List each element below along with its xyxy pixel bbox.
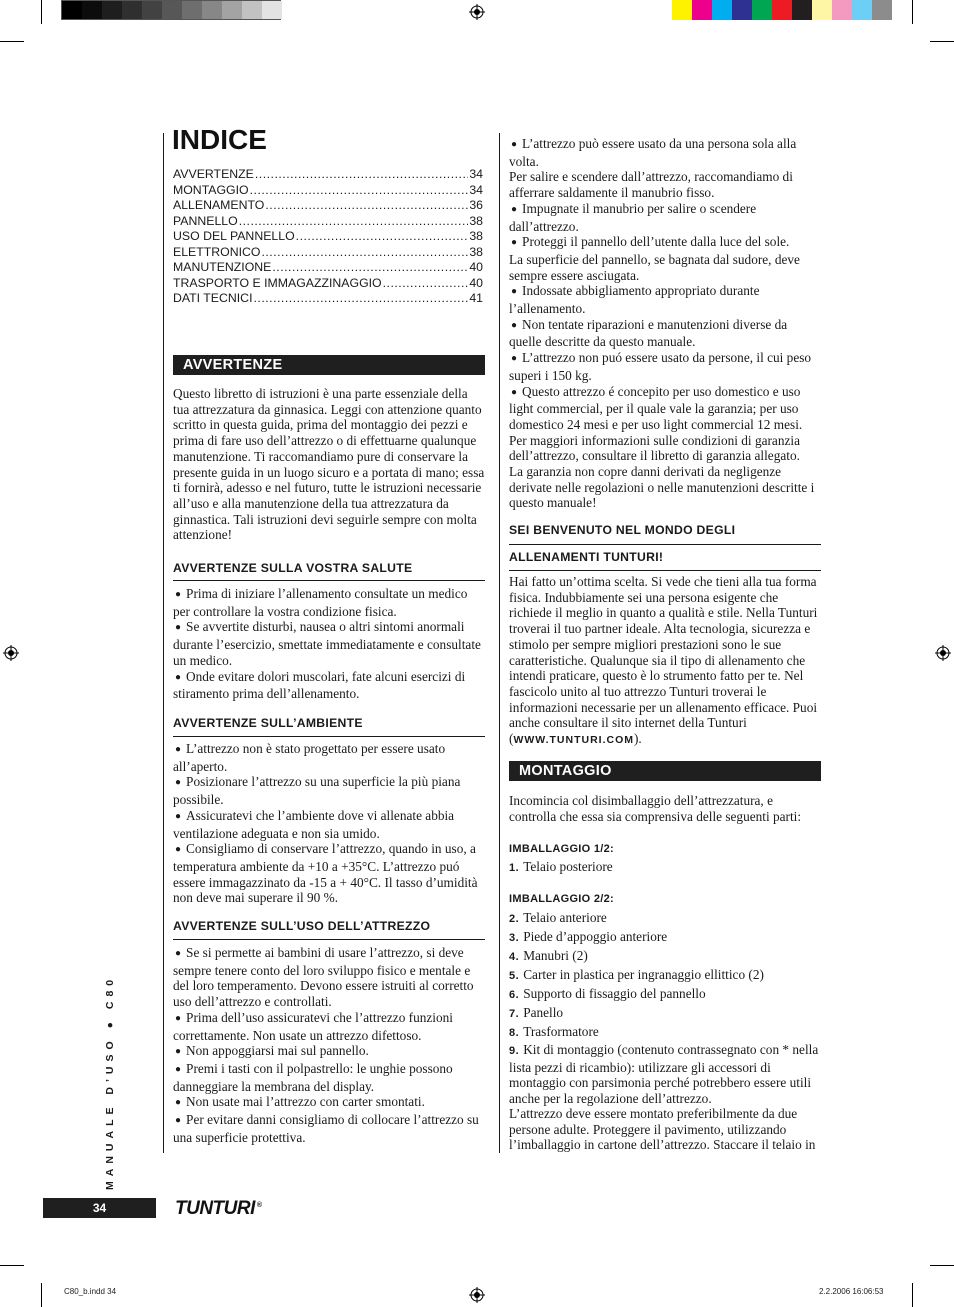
- list-item: Per salire e scendere dall’attrezzo, raccomandiamo di afferrare saldamente il manubrio fisso.: [509, 169, 793, 201]
- process-color-swatch: [692, 0, 712, 20]
- middle-column-rule: [499, 133, 500, 1153]
- crop-mark: [41, 0, 42, 24]
- list-item: ● Prima di iniziare l’allenamento consultate un medico per controllare la vostra condizione fisica.: [173, 586, 486, 619]
- process-color-bar: [672, 0, 894, 20]
- slug-date: 2.2.2006 16:06:53: [819, 1287, 884, 1296]
- table-of-contents: [173, 167, 483, 307]
- slug-file: C80_b.indd 34: [64, 1287, 117, 1296]
- equipment-use-list: [173, 945, 486, 1145]
- health-list: [173, 586, 486, 702]
- list-item: ● Consigliamo di conservare l’attrezzo, quando in uso, a temperatura ambiente da +10 a +35°C. L’attrezzo puó essere immagazzinato da -15 a + 40°C. Il tasso d’umidità non deve mai superare il 90 %.: [173, 841, 486, 906]
- process-color-swatch: [712, 0, 732, 20]
- environment-list: [173, 741, 486, 906]
- subheading-environment: AVVERTENZE SULL’AMBIENTE: [173, 716, 363, 730]
- process-color-swatch: [832, 0, 852, 20]
- list-item: 6. Supporto di fissaggio del pannello: [509, 986, 706, 1001]
- list-item: ● Per evitare danni consigliamo di collocare l’attrezzo su una superficie protettiva.: [173, 1112, 486, 1145]
- process-color-swatch: [772, 0, 792, 20]
- page-title: INDICE: [172, 124, 267, 155]
- welcome-text: Hai fatto un’ottima scelta. Si vede che tieni alla tua forma fisica. Indubbiamente sei una persona esigente che richiede il meglio in quanto a qualità e stile. Nella Tunturi troverai il tuo partner ideale. Alta tecnologia, sicurezza e stimolo per sempre migliori prestazioni sono le sue caratteristiche. Qualunque sia il tipo di allenamento che intendi praticare, questo è lo strumento fatto per te. Nel fascicolo unito al tuo attrezzo Tunturi troverai le informazioni necessarie per un allenamento efficace. Puoi anche consultare il sito internet della Tunturi (WWW.TUNTURI.COM).: [509, 574, 818, 747]
- list-item: ● Premi i tasti con il polpastrello: le unghie possono danneggiare la membrana del display.: [173, 1061, 486, 1094]
- subheading-welcome-1: SEI BENVENUTO NEL MONDO DEGLI: [509, 523, 736, 537]
- registration-mark-icon: [3, 645, 19, 661]
- divider: [173, 736, 485, 737]
- page-number: 34: [43, 1198, 156, 1218]
- section-heading-montaggio: MONTAGGIO: [509, 761, 821, 781]
- gray-swatch: [142, 1, 162, 19]
- process-color-swatch: [672, 0, 692, 20]
- crop-mark: [930, 1265, 954, 1266]
- list-item: ● Non appoggiarsi mai sul pannello.: [173, 1043, 486, 1061]
- toc-row[interactable]: DATI TECNICI ..... 41: [173, 291, 483, 307]
- subheading-package-2: IMBALLAGGIO 2/2:: [509, 893, 615, 905]
- gray-color-bar: [61, 0, 281, 20]
- process-color-swatch: [852, 0, 872, 20]
- list-item: 1. Telaio posteriore: [509, 859, 613, 874]
- crop-mark: [0, 41, 24, 42]
- crop-mark: [41, 1283, 42, 1307]
- list-item: ● Assicuratevi che l’ambiente dove vi allenate abbia ventilazione adeguata e non sia umido.: [173, 808, 486, 841]
- package-2-list: [509, 909, 822, 1107]
- list-item: ● Impugnate il manubrio per salire o scendere dall’attrezzo.: [509, 201, 821, 234]
- list-item: ● Se avvertite disturbi, nausea o altri sintomi anormali durante l’esercizio, smettate immediatamente e consultate un medico.: [173, 619, 486, 668]
- list-item: ● Onde evitare dolori muscolari, fate alcuni esercizi di stiramento prima dell’allenamento.: [173, 669, 486, 702]
- process-color-swatch: [872, 0, 892, 20]
- list-item: ● Indossate abbigliamento appropriato durante l’allenamento.: [509, 283, 821, 316]
- list-item: 4. Manubri (2): [509, 948, 588, 963]
- subheading-package-1: IMBALLAGGIO 1/2:: [509, 843, 615, 855]
- crop-mark: [912, 0, 913, 24]
- registration-mark-icon: [469, 1287, 485, 1303]
- gray-swatch: [62, 1, 82, 19]
- sidebar-manual-label: MANUALE D’USO ● C80: [104, 974, 116, 1190]
- gray-swatch: [222, 1, 242, 19]
- list-item: La garanzia non copre danni derivati da negligenze derivate nelle regolazioni o nelle manutenzioni descritte i questo manuale!: [509, 464, 815, 511]
- list-item: ● L’attrezzo può essere usato da una persona sola alla volta.: [509, 136, 821, 169]
- gray-swatch: [122, 1, 142, 19]
- toc-row[interactable]: MONTAGGIO ..... 34: [173, 183, 483, 199]
- website-link[interactable]: WWW.TUNTURI.COM: [513, 734, 634, 747]
- tunturi-logo: TUNTURI ®: [175, 1198, 262, 1219]
- gray-swatch: [102, 1, 122, 19]
- crop-mark: [912, 1283, 913, 1307]
- list-item: 7. Panello: [509, 1005, 564, 1020]
- list-item: 8. Trasformatore: [509, 1024, 599, 1039]
- list-item: ● L’attrezzo non è stato progettato per essere usato all’aperto.: [173, 741, 486, 774]
- list-item: ● Proteggi il pannello dell’utente dalla luce del sole.: [509, 234, 821, 252]
- list-item: 3. Piede d’appoggio anteriore: [509, 929, 668, 944]
- gray-swatch: [182, 1, 202, 19]
- section-heading-avvertenze: AVVERTENZE: [173, 355, 485, 375]
- gray-swatch: [262, 1, 282, 19]
- avvertenze-intro: Questo libretto di istruzioni è una parte essenziale della tua attrezzatura da ginnasica. Leggi con attenzione quanto scritto in questa guida, prima del montaggio dei pezzi e prima di fare uso dell’attrezzo o di effettuarne qualunque manutenzione. Ti raccomandiamo pure di conservare la presente guida in un luogo sicuro e a portata di mano; essa ti fornirà, adesso e nel futuro, tutte le istruzioni necessarie all’uso e alla manutenzione della tua attrezzatura da ginnastica. Tali istruzioni devi seguirle sempre con molta attenzione!: [173, 386, 485, 543]
- divider: [509, 570, 821, 571]
- crop-mark: [0, 1265, 24, 1266]
- registration-mark-icon: [935, 645, 951, 661]
- process-color-swatch: [732, 0, 752, 20]
- process-color-swatch: [752, 0, 772, 20]
- subheading-health: AVVERTENZE SULLA VOSTRA SALUTE: [173, 561, 413, 575]
- crop-mark: [930, 41, 954, 42]
- subheading-equipment-use: AVVERTENZE SULL’USO DELL’ATTREZZO: [173, 919, 431, 933]
- subheading-welcome-2: ALLENAMENTI TUNTURI!: [509, 550, 664, 564]
- list-item: 9. Kit di montaggio (contenuto contrassegnato con * nella lista pezzi di ricambio): utilizzare gli accessori di montaggio con parsimonia perché potrebbero essere utili anche per la regolazione dell’attrezzo.: [509, 1042, 819, 1107]
- divider: [509, 544, 821, 545]
- toc-row[interactable]: USO DEL PANNELLO ..... 38: [173, 229, 483, 245]
- montaggio-closing: L’attrezzo deve essere montato preferibilmente da due persone adulte. Proteggere il pavimento, utilizzando l’imballaggio in cartone dell’attrezzo. Staccare il telaio in: [509, 1106, 816, 1153]
- divider: [173, 939, 485, 940]
- toc-row[interactable]: ELETTRONICO ..... 38: [173, 245, 483, 261]
- list-item: Per maggiori informazioni sulle condizioni di garanzia dell’attrezzo, consultare il libretto di garanzia allegato.: [509, 432, 800, 464]
- list-item: La superficie del pannello, se bagnata dal sudore, deve sempre essere asciugata.: [509, 251, 800, 283]
- list-item: ● Se si permette ai bambini di usare l’attrezzo, si deve sempre tenere conto del loro sviluppo fisico e mentale e del loro temperamento. Devono essere istruiti al corretto uso dell’attrezzo e controllati.: [173, 945, 486, 1010]
- list-item: ● Non usate mai l’attrezzo con carter smontati.: [173, 1094, 486, 1112]
- list-item: ● Prima dell’uso assicuratevi che l’attrezzo funzioni correttamente. Non usate un attrezzo difettoso.: [173, 1010, 486, 1043]
- registration-mark-icon: [469, 4, 485, 20]
- gray-swatch: [242, 1, 262, 19]
- toc-row[interactable]: AVVERTENZE ..... 34: [173, 167, 483, 183]
- safety-list-continued: [509, 136, 821, 511]
- toc-row[interactable]: ALLENAMENTO ..... 36: [173, 198, 483, 214]
- list-item: 2. Telaio anteriore: [509, 910, 607, 925]
- process-color-swatch: [812, 0, 832, 20]
- divider: [173, 580, 485, 581]
- toc-row[interactable]: TRASPORTO E IMMAGAZZINAGGIO ..... 40: [173, 276, 483, 292]
- gray-swatch: [82, 1, 102, 19]
- list-item: ● L’attrezzo non puó essere usato da persone, il cui peso superi i 150 kg.: [509, 350, 821, 383]
- toc-row[interactable]: MANUTENZIONE ..... 40: [173, 260, 483, 276]
- package-1-list: [509, 859, 822, 877]
- process-color-swatch: [792, 0, 812, 20]
- list-item: 5. Carter in plastica per ingranaggio ellittico (2): [509, 967, 764, 982]
- toc-row[interactable]: PANNELLO ..... 38: [173, 214, 483, 230]
- list-item: ● Questo attrezzo é concepito per uso domestico e uso light commercial, per il quale vale la garanzia; per uso domestico 24 mesi e per uso light commercial 12 mesi.: [509, 384, 821, 433]
- left-column-rule: [163, 133, 164, 1153]
- montaggio-intro: Incomincia col disimballaggio dell’attrezzatura, e controlla che essa sia comprensiva delle seguenti parti:: [509, 793, 802, 824]
- gray-swatch: [162, 1, 182, 19]
- list-item: ● Posizionare l’attrezzo su una superficie la più piana possibile.: [173, 774, 486, 807]
- gray-swatch: [202, 1, 222, 19]
- list-item: ● Non tentate riparazioni e manutenzioni diverse da quelle descritte da questo manuale.: [509, 317, 821, 350]
